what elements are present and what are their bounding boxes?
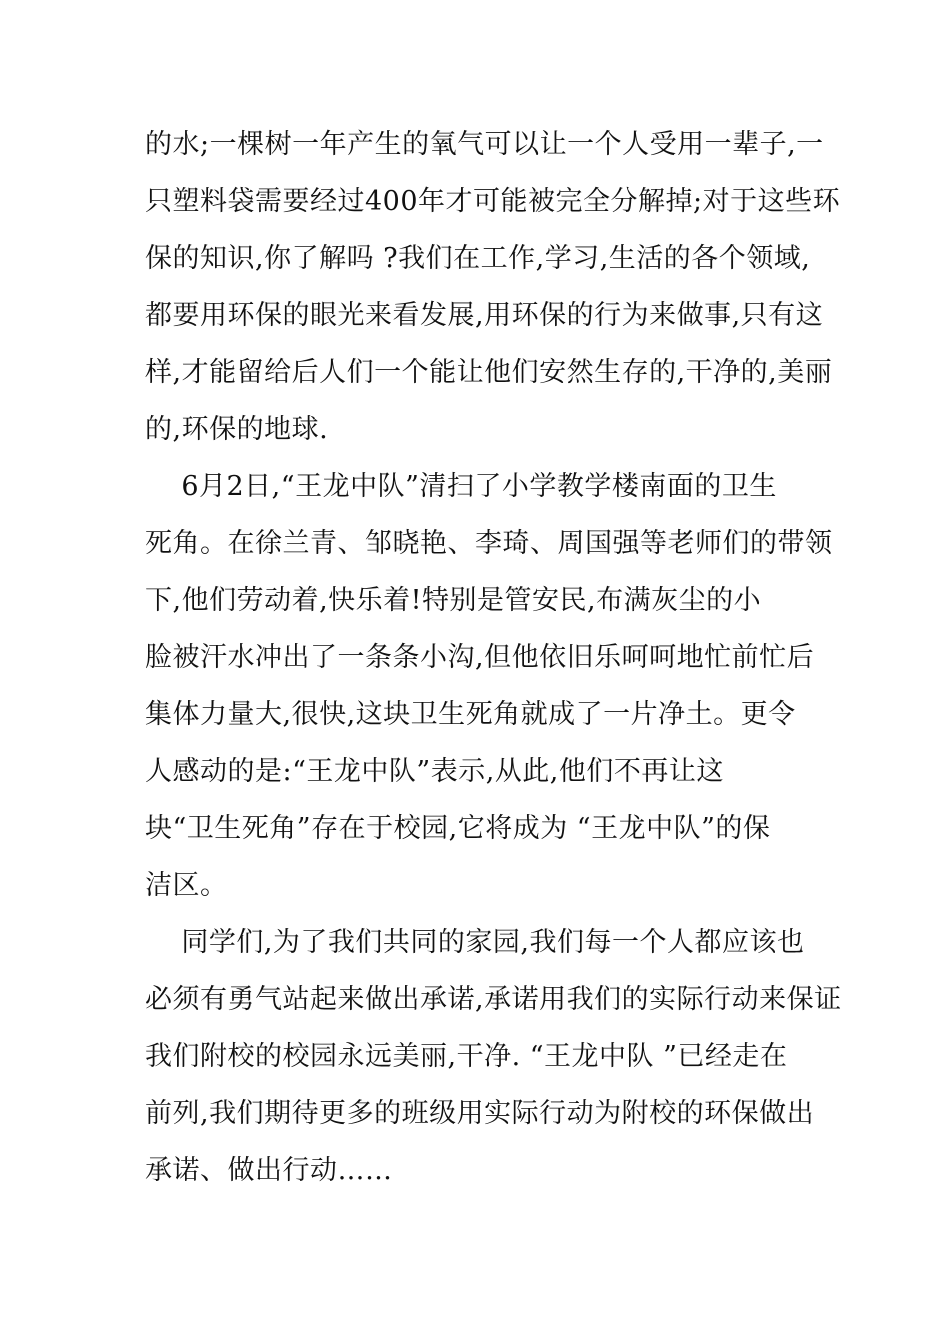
text-line: 只塑料袋需要经过400年才可能被完全分解掉;对于这些环: [145, 186, 841, 217]
text-line: 洁区。: [145, 870, 228, 901]
text-line: 块“卫生死角”存在于校园,它将成为 “王龙中队”的保: [145, 813, 771, 844]
text-line: 都要用环保的眼光来看发展,用环保的行为来做事,只有这: [145, 300, 824, 331]
paragraph-1: [145, 116, 841, 458]
text-line: 样,才能留给后人们一个能让他们安然生存的,干净的,美丽: [145, 357, 833, 388]
text-line: 的水;一棵树一年产生的氧气可以让一个人受用一辈子,一: [145, 129, 824, 160]
text-line: 保的知识,你了解吗 ?我们在工作,学习,生活的各个领域,: [145, 243, 811, 274]
text-line: 承诺、做出行动……: [145, 1155, 393, 1186]
text-line: 人感动的是:“王龙中队”表示,从此,他们不再让这: [145, 756, 724, 787]
text-line: 脸被汗水冲出了一条条小沟,但他依旧乐呵呵地忙前忙后: [145, 642, 815, 673]
text-line: 我们附校的校园永远美丽,干净. “王龙中队 ”已经走在: [145, 1041, 788, 1072]
text-line: 集体力量大,很快,这块卫生死角就成了一片净土。更令: [145, 699, 796, 730]
text-line: 的,环保的地球.: [145, 414, 329, 445]
paragraph-3: [145, 914, 842, 1199]
text-line: 必须有勇气站起来做出承诺,承诺用我们的实际行动来保证: [145, 984, 842, 1015]
text-line: 死角。在徐兰青、邹晓艳、李琦、周国强等老师们的带领: [145, 528, 833, 559]
text-line: 下,他们劳动着,快乐着!特别是管安民,布满灰尘的小: [145, 585, 762, 616]
text-line: 6月2日,“王龙中队”清扫了小学教学楼南面的卫生: [145, 471, 777, 502]
text-line: 前列,我们期待更多的班级用实际行动为附校的环保做出: [145, 1098, 815, 1129]
paragraph-2: [145, 458, 833, 914]
text-line: 同学们,为了我们共同的家园,我们每一个人都应该也: [145, 927, 805, 958]
